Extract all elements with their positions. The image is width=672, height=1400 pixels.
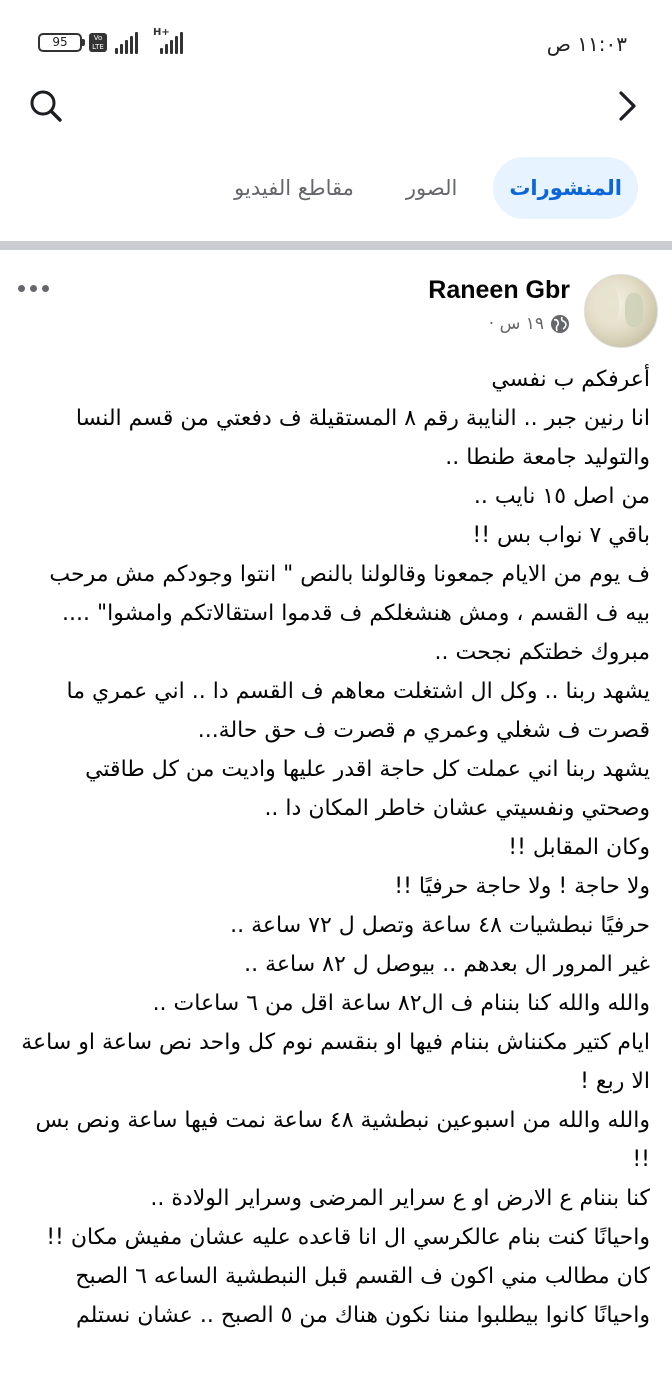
volte-icon: Vo LTE	[89, 33, 107, 52]
post-line: حرفيًا نبطشيات ٤٨ ساعة وتصل ل ٧٢ ساعة ..	[230, 913, 650, 938]
battery-level: 95	[52, 35, 68, 49]
post-line: انا رنين جبر .. النايبة رقم ٨ المستقيلة ف دفعتي من قسم النسا والتوليد جامعة طنطا ..	[75, 406, 650, 470]
post-line: باقي ٧ نواب بس !!	[472, 523, 650, 548]
signal-strength-icon-2	[160, 32, 183, 54]
chevron-right-icon	[604, 84, 648, 128]
post-line: ف يوم من الايام جمعونا وقالولنا بالنص " انتوا وجودكم مش مرحب بيه ف القسم ، ومش هنشغلكم ف قدموا استقالاتكم وامشوا" ....	[49, 562, 650, 626]
post-line: واحيانًا كنت بنام عالكرسي ال انا قاعده عليه عشان مفيش مكان !!	[46, 1225, 650, 1250]
post-line: يشهد ربنا اني عملت كل حاجة اقدر عليها واديت من كل طاقتي وصحتي ونفسيتي عشان خاطر المكان دا ..	[85, 757, 650, 821]
dot-icon	[42, 285, 49, 292]
profile-tabs	[218, 155, 638, 221]
clock: ١١:٠٣ ص	[546, 32, 627, 56]
section-divider	[0, 241, 672, 250]
post-meta	[489, 314, 570, 334]
avatar[interactable]	[584, 274, 658, 348]
post-line: مبروك خطتكم نجحت ..	[434, 640, 650, 665]
network-type: H+	[153, 27, 170, 38]
battery-icon	[38, 33, 82, 52]
post-line: غير المرور ال بعدهم .. بيوصل ل ٨٢ ساعة ..	[244, 952, 650, 977]
post-line: ايام كتير مكنناش بننام فيها او بنقسم نوم كل واحد نص ساعة او ساعة الا ربع !	[21, 1030, 650, 1094]
app-header	[0, 72, 672, 142]
post-line: كنا بننام ع الارض او ع سراير المرضى وسراير الولادة ..	[150, 1186, 650, 1211]
search-button[interactable]	[24, 84, 68, 128]
post-body	[18, 360, 650, 1335]
post-line: ولا حاجة ! ولا حاجة حرفيًا !!	[394, 874, 650, 899]
tab-videos[interactable]: مقاطع الفيديو	[234, 176, 354, 200]
post-line: والله والله كنا بننام ف ال٨٢ ساعة اقل من ٦ ساعات ..	[152, 991, 650, 1016]
post-line: كان مطالب مني اكون ف القسم قبل النبطشية الساعه ٦ الصبح	[75, 1264, 650, 1289]
post-line: وكان المقابل !!	[508, 835, 650, 860]
post-line: والله والله من اسبوعين نبطشية ٤٨ ساعة نمت فيها ساعة ونص بس !!	[35, 1108, 650, 1172]
search-icon	[24, 84, 68, 128]
post-line: أعرفكم ب نفسي	[491, 367, 650, 392]
post-timestamp[interactable]: ١٩ س ·	[488, 314, 544, 334]
post-line: يشهد ربنا .. وكل ال اشتغلت معاهم ف القسم دا .. اني عمري ما قصرت ف شغلي وعمري م قصرت ف حق حالة...	[66, 679, 650, 743]
dot-icon	[30, 285, 37, 292]
status-bar	[0, 0, 672, 72]
tab-posts[interactable]: المنشورات	[493, 157, 638, 219]
post-author-name[interactable]: Raneen Gbr	[428, 276, 570, 304]
dot-icon	[18, 285, 25, 292]
post-line: من اصل ١٥ نايب ..	[473, 484, 650, 509]
more-options-button[interactable]	[18, 278, 52, 298]
post-line: واحيانًا كانوا بيطلبوا مننا نكون هناك من ٥ الصبح .. عشان نستلم	[75, 1303, 650, 1328]
post-header	[0, 250, 672, 360]
tab-photos[interactable]: الصور	[405, 176, 458, 200]
signal-strength-icon	[115, 32, 138, 54]
back-button[interactable]	[604, 84, 648, 128]
globe-icon	[550, 314, 570, 334]
